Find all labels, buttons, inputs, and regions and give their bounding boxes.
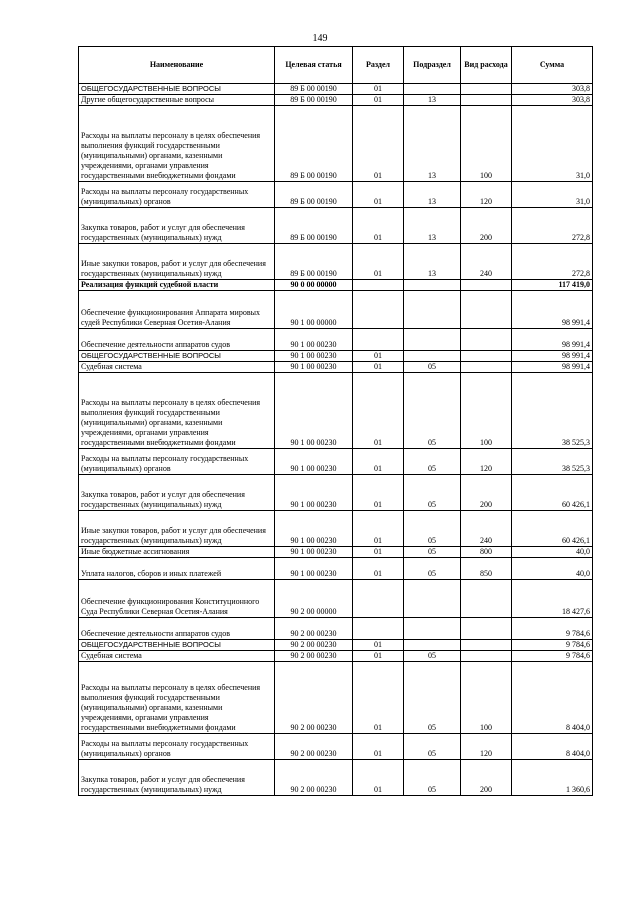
cell-expense-type	[461, 651, 512, 662]
cell-subsection: 13	[404, 182, 461, 208]
cell-name: Расходы на выплаты персоналу государственных (муниципальных) органов	[79, 182, 275, 208]
cell-target: 90 1 00 00230	[275, 547, 353, 558]
cell-amount: 18 427,6	[512, 580, 593, 618]
table-row	[79, 449, 593, 475]
cell-subsection: 13	[404, 244, 461, 280]
cell-name: Реализация функций судебной власти	[79, 280, 275, 291]
cell-subsection	[404, 84, 461, 95]
cell-section: 01	[353, 362, 404, 373]
cell-expense-type: 100	[461, 662, 512, 734]
cell-expense-type	[461, 329, 512, 351]
cell-section: 01	[353, 208, 404, 244]
cell-amount: 303,8	[512, 84, 593, 95]
cell-subsection	[404, 280, 461, 291]
cell-amount: 9 784,6	[512, 618, 593, 640]
cell-section: 01	[353, 95, 404, 106]
cell-subsection: 05	[404, 651, 461, 662]
table-row	[79, 84, 593, 95]
cell-section: 01	[353, 547, 404, 558]
cell-name: Иные закупки товаров, работ и услуг для обеспечения государственных (муниципальных) нужд	[79, 244, 275, 280]
cell-amount: 31,0	[512, 106, 593, 182]
cell-name: ОБЩЕГОСУДАРСТВЕННЫЕ ВОПРОСЫ	[79, 640, 275, 651]
cell-expense-type: 200	[461, 208, 512, 244]
cell-target: 90 1 00 00230	[275, 475, 353, 511]
cell-name: Закупка товаров, работ и услуг для обеспечения государственных (муниципальных) нужд	[79, 208, 275, 244]
cell-expense-type: 100	[461, 373, 512, 449]
cell-target: 90 1 00 00230	[275, 351, 353, 362]
page-number: 149	[312, 33, 328, 44]
cell-section: 01	[353, 651, 404, 662]
cell-amount: 117 419,0	[512, 280, 593, 291]
cell-amount: 1 360,6	[512, 760, 593, 796]
cell-expense-type: 120	[461, 449, 512, 475]
cell-expense-type	[461, 84, 512, 95]
cell-amount: 98 991,4	[512, 291, 593, 329]
cell-target: 90 1 00 00230	[275, 373, 353, 449]
cell-amount: 9 784,6	[512, 651, 593, 662]
cell-target: 89 Б 00 00190	[275, 182, 353, 208]
header-expense-type: Вид расхода	[461, 47, 512, 84]
table-row	[79, 662, 593, 734]
cell-amount: 9 784,6	[512, 640, 593, 651]
cell-subsection: 05	[404, 547, 461, 558]
cell-target: 90 2 00 00230	[275, 618, 353, 640]
cell-expense-type: 240	[461, 244, 512, 280]
cell-target: 90 1 00 00230	[275, 362, 353, 373]
cell-subsection: 05	[404, 449, 461, 475]
cell-expense-type	[461, 640, 512, 651]
cell-target: 90 2 00 00230	[275, 640, 353, 651]
cell-target: 90 0 00 00000	[275, 280, 353, 291]
cell-section: 01	[353, 734, 404, 760]
cell-subsection: 05	[404, 662, 461, 734]
table-row	[79, 640, 593, 651]
cell-name: Иные закупки товаров, работ и услуг для обеспечения государственных (муниципальных) нужд	[79, 511, 275, 547]
table-row	[79, 618, 593, 640]
table-header-row	[79, 47, 593, 84]
table-row	[79, 329, 593, 351]
budget-table	[78, 46, 593, 796]
cell-amount: 272,8	[512, 244, 593, 280]
table-row	[79, 373, 593, 449]
header-target: Целевая статья	[275, 47, 353, 84]
cell-section: 01	[353, 84, 404, 95]
header-name: Наименование	[79, 47, 275, 84]
cell-name: Обеспечение функционирования Аппарата мировых судей Республики Северная Осетия-Алания	[79, 291, 275, 329]
cell-name: Судебная система	[79, 651, 275, 662]
table-row	[79, 511, 593, 547]
cell-subsection	[404, 351, 461, 362]
cell-subsection	[404, 618, 461, 640]
cell-subsection	[404, 640, 461, 651]
cell-name: Обеспечение функционирования Конституционного Суда Республики Северная Осетия-Алания	[79, 580, 275, 618]
cell-name: Расходы на выплаты персоналу в целях обеспечения выполнения функций государственными (муниципальными) органами, казенными учреждениями, органами управления государственными внебюджетными фондами	[79, 662, 275, 734]
table-row	[79, 291, 593, 329]
cell-target: 90 2 00 00000	[275, 580, 353, 618]
cell-section: 01	[353, 351, 404, 362]
cell-subsection: 05	[404, 734, 461, 760]
cell-target: 90 2 00 00230	[275, 651, 353, 662]
header-section: Раздел	[353, 47, 404, 84]
table-row	[79, 208, 593, 244]
cell-amount: 98 991,4	[512, 362, 593, 373]
cell-expense-type: 200	[461, 760, 512, 796]
cell-subsection: 05	[404, 558, 461, 580]
cell-target: 90 2 00 00230	[275, 760, 353, 796]
cell-subsection: 05	[404, 475, 461, 511]
cell-section: 01	[353, 662, 404, 734]
cell-amount: 31,0	[512, 182, 593, 208]
cell-amount: 303,8	[512, 95, 593, 106]
cell-section: 01	[353, 373, 404, 449]
cell-section: 01	[353, 106, 404, 182]
cell-target: 89 Б 00 00190	[275, 244, 353, 280]
cell-section	[353, 291, 404, 329]
cell-section: 01	[353, 760, 404, 796]
cell-section: 01	[353, 511, 404, 547]
cell-target: 89 Б 00 00190	[275, 95, 353, 106]
cell-subsection: 05	[404, 511, 461, 547]
cell-subsection	[404, 329, 461, 351]
cell-section	[353, 618, 404, 640]
cell-amount: 40,0	[512, 547, 593, 558]
cell-subsection	[404, 580, 461, 618]
cell-subsection: 13	[404, 106, 461, 182]
cell-name: Обеспечение деятельности аппаратов судов	[79, 618, 275, 640]
cell-expense-type	[461, 291, 512, 329]
cell-target: 90 1 00 00230	[275, 558, 353, 580]
cell-section: 01	[353, 182, 404, 208]
cell-name: Расходы на выплаты персоналу в целях обеспечения выполнения функций государственными (муниципальными) органами, казенными учреждениями, органами управления государственными внебюджетными фондами	[79, 106, 275, 182]
cell-expense-type: 120	[461, 734, 512, 760]
table-row	[79, 580, 593, 618]
cell-section: 01	[353, 449, 404, 475]
cell-name: Обеспечение деятельности аппаратов судов	[79, 329, 275, 351]
cell-name: ОБЩЕГОСУДАРСТВЕННЫЕ ВОПРОСЫ	[79, 351, 275, 362]
cell-expense-type	[461, 618, 512, 640]
cell-amount: 40,0	[512, 558, 593, 580]
cell-section: 01	[353, 244, 404, 280]
cell-subsection: 05	[404, 362, 461, 373]
cell-section: 01	[353, 558, 404, 580]
cell-target: 90 2 00 00230	[275, 662, 353, 734]
cell-amount: 8 404,0	[512, 734, 593, 760]
cell-expense-type	[461, 362, 512, 373]
cell-amount: 98 991,4	[512, 329, 593, 351]
cell-section	[353, 580, 404, 618]
cell-amount: 98 991,4	[512, 351, 593, 362]
cell-target: 89 Б 00 00190	[275, 208, 353, 244]
cell-name: Расходы на выплаты персоналу государственных (муниципальных) органов	[79, 734, 275, 760]
cell-subsection: 05	[404, 373, 461, 449]
table-row	[79, 547, 593, 558]
cell-expense-type: 200	[461, 475, 512, 511]
cell-expense-type: 850	[461, 558, 512, 580]
cell-section	[353, 329, 404, 351]
cell-expense-type	[461, 280, 512, 291]
cell-target: 90 1 00 00000	[275, 291, 353, 329]
table-row	[79, 362, 593, 373]
cell-section: 01	[353, 640, 404, 651]
cell-name: Иные бюджетные ассигнования	[79, 547, 275, 558]
cell-amount: 38 525,3	[512, 373, 593, 449]
cell-name: Закупка товаров, работ и услуг для обеспечения государственных (муниципальных) нужд	[79, 760, 275, 796]
cell-section: 01	[353, 475, 404, 511]
table-row	[79, 95, 593, 106]
cell-amount: 60 426,1	[512, 475, 593, 511]
cell-target: 90 1 00 00230	[275, 511, 353, 547]
cell-expense-type: 800	[461, 547, 512, 558]
table-row	[79, 106, 593, 182]
table-row	[79, 651, 593, 662]
cell-name: Закупка товаров, работ и услуг для обеспечения государственных (муниципальных) нужд	[79, 475, 275, 511]
cell-target: 90 1 00 00230	[275, 329, 353, 351]
cell-name: Расходы на выплаты персоналу государственных (муниципальных) органов	[79, 449, 275, 475]
cell-amount: 60 426,1	[512, 511, 593, 547]
cell-subsection	[404, 291, 461, 329]
table-row	[79, 475, 593, 511]
cell-subsection: 05	[404, 760, 461, 796]
table-row	[79, 182, 593, 208]
header-subsection: Подраздел	[404, 47, 461, 84]
cell-name: Судебная система	[79, 362, 275, 373]
cell-target: 89 Б 00 00190	[275, 84, 353, 95]
cell-section	[353, 280, 404, 291]
cell-name: Другие общегосударственные вопросы	[79, 95, 275, 106]
table-row	[79, 351, 593, 362]
cell-target: 89 Б 00 00190	[275, 106, 353, 182]
cell-subsection: 13	[404, 95, 461, 106]
cell-name: Расходы на выплаты персоналу в целях обеспечения выполнения функций государственными (муниципальными) органами, казенными учреждениями, органами управления государственными внебюджетными фондами	[79, 373, 275, 449]
table-row	[79, 558, 593, 580]
cell-subsection: 13	[404, 208, 461, 244]
cell-target: 90 2 00 00230	[275, 734, 353, 760]
cell-expense-type: 100	[461, 106, 512, 182]
cell-expense-type: 240	[461, 511, 512, 547]
cell-amount: 8 404,0	[512, 662, 593, 734]
cell-expense-type: 120	[461, 182, 512, 208]
cell-name: Уплата налогов, сборов и иных платежей	[79, 558, 275, 580]
cell-expense-type	[461, 95, 512, 106]
table-row	[79, 760, 593, 796]
cell-name: ОБЩЕГОСУДАРСТВЕННЫЕ ВОПРОСЫ	[79, 84, 275, 95]
cell-target: 90 1 00 00230	[275, 449, 353, 475]
cell-amount: 272,8	[512, 208, 593, 244]
table-row	[79, 734, 593, 760]
cell-expense-type	[461, 351, 512, 362]
cell-expense-type	[461, 580, 512, 618]
table-row	[79, 280, 593, 291]
table-row	[79, 244, 593, 280]
header-amount: Сумма	[512, 47, 593, 84]
cell-amount: 38 525,3	[512, 449, 593, 475]
